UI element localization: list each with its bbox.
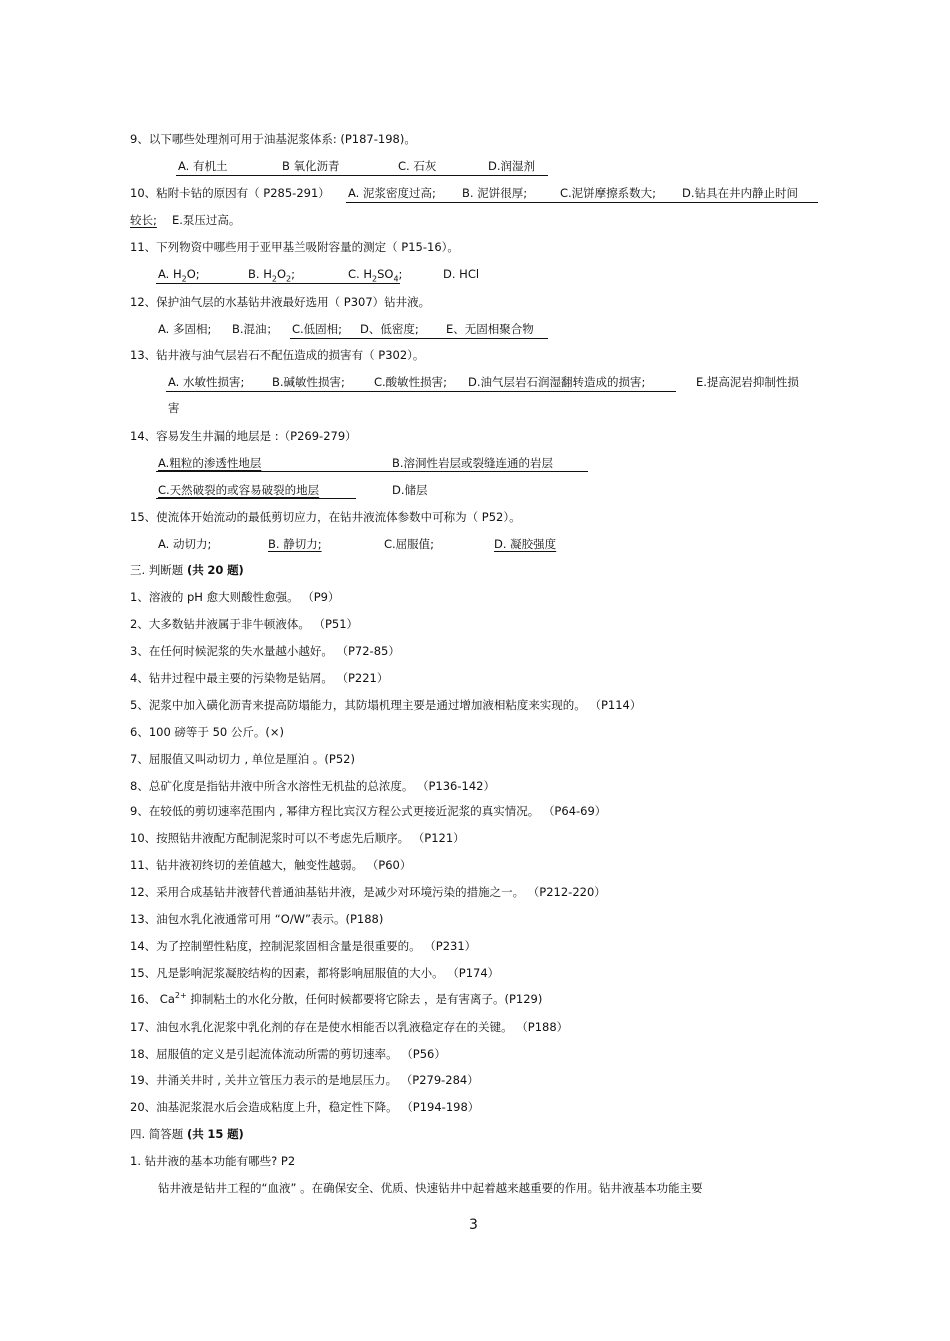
q9-answer-underline bbox=[176, 175, 548, 176]
q15-option-b: B. 静切力; bbox=[268, 537, 322, 551]
tf-item-11: 11、钻井液初终切的差值越大，触变性越弱。 （P60） bbox=[130, 858, 412, 872]
page-number: 3 bbox=[469, 1217, 478, 1233]
q11-option-d: D. HCl bbox=[443, 267, 480, 281]
q13-answer-underline bbox=[166, 391, 676, 392]
q12-option-e: E、无固相聚合物 bbox=[446, 322, 534, 336]
tf-item-15: 15、凡是影响泥浆凝胶结构的因素，都将影响屈服值的大小。 （P174） bbox=[130, 966, 500, 980]
q13-option-c: C.酸敏性损害; bbox=[374, 375, 448, 389]
tf-item-8: 8、总矿化度是指钻井液中所含水溶性无机盐的总浓度。 （P136-142） bbox=[130, 779, 495, 793]
q12-option-c: C.低固相; bbox=[292, 322, 343, 336]
tf-item-2: 2、大多数钻井液属于非牛顿液体。 （P51） bbox=[130, 617, 359, 631]
q9-option-d: D.润湿剂 bbox=[488, 159, 536, 173]
q14-option-a: A.粗粒的渗透性地层 bbox=[158, 456, 262, 470]
q10-text: 10、粘附卡钻的原因有（ P285-291） bbox=[130, 186, 330, 200]
tf-item-1: 1、溶液的 pH 愈大则酸性愈强。 （P9） bbox=[130, 590, 340, 604]
q14-answer-underline-2 bbox=[156, 498, 356, 499]
tf-item-3: 3、在任何时候泥浆的失水量越小越好。 （P72-85） bbox=[130, 644, 400, 658]
q10-option-d: D.钻具在井内静止时间 bbox=[682, 186, 799, 200]
q14-text: 14、容易发生井漏的地层是 :（P269-279） bbox=[130, 429, 357, 443]
tf-item-7: 7、屈服值又叫动切力 , 单位是厘泊 。(P52) bbox=[130, 752, 355, 766]
q10-option-b: B. 泥饼很厚; bbox=[462, 186, 528, 200]
q14-option-c: C.天然破裂的或容易破裂的地层 bbox=[158, 483, 320, 497]
q9-option-c: C. 石灰 bbox=[398, 159, 437, 173]
tf-item-16: 16、 $Ca^{2+}$ 抑制粘土的水化分散，任何时候都要将它除去 ，是有害离子。(P129) bbox=[130, 991, 543, 1006]
tf-item-5: 5、泥浆中加入磺化沥青来提高防塌能力，其防塌机理主要是通过增加液相粘度来实现的。 （P114） bbox=[130, 698, 642, 712]
q11-text: 11、下列物资中哪些用于亚甲基兰吸附容量的测定（ P15-16）。 bbox=[130, 240, 459, 254]
q11-option-b: B. $H_2O_2$; bbox=[248, 267, 295, 284]
q10-option-c: C.泥饼摩擦系数大; bbox=[560, 186, 657, 200]
tf-item-12: 12、采用合成基钻井液替代普通油基钻井液，是减少对环境污染的措施之一。 （P212-220） bbox=[130, 885, 606, 899]
section-4-heading: 四. 简答题 (共 15 题) bbox=[130, 1127, 244, 1141]
tf-item-19: 19、井涌关井时 , 关井立管压力表示的是地层压力。 （P279-284） bbox=[130, 1073, 479, 1087]
short-answer-1-answer: 钻井液是钻井工程的“血液” 。在确保安全、优质、快速钻井中起着越来越重要的作用。钻井液基本功能主要 bbox=[158, 1181, 703, 1195]
q14-option-b: B.溶洞性岩层或裂缝连通的岩层 bbox=[392, 456, 554, 470]
section-3-heading: 三. 判断题 (共 20 题) bbox=[130, 563, 244, 577]
tf-item-18: 18、屈服值的定义是引起流体流动所需的剪切速率。 （P56） bbox=[130, 1047, 446, 1061]
q15-option-d: D. 凝胶强度 bbox=[494, 537, 557, 551]
q13-option-d: D.油气层岩石润湿翻转造成的损害; bbox=[468, 375, 646, 389]
q15-option-a: A. 动切力; bbox=[158, 537, 212, 551]
q12-option-b: B.混油； bbox=[232, 322, 279, 336]
q10-option-d-cont: 较长; bbox=[130, 213, 157, 227]
tf-item-20: 20、油基泥浆混水后会造成粘度上升，稳定性下降。 （P194-198） bbox=[130, 1100, 480, 1114]
q9-option-a: A. 有机土 bbox=[178, 159, 228, 173]
q9-text: 9、以下哪些处理剂可用于油基泥浆体系: (P187-198)。 bbox=[130, 132, 416, 146]
q9-option-b: B 氧化沥青 bbox=[282, 159, 340, 173]
q13-option-a: A. 水敏性损害; bbox=[168, 375, 245, 389]
tf-item-9: 9、在较低的剪切速率范围内 , 幂律方程比宾汉方程公式更接近泥浆的真实情况。 （P64-69） bbox=[130, 804, 607, 818]
q11-option-a: A. $H_2O$; bbox=[158, 267, 200, 284]
q11-option-c: C. $H_2SO_4$; bbox=[348, 267, 403, 284]
q11-answer-underline bbox=[156, 283, 400, 284]
q12-text: 12、保护油气层的水基钻井液最好选用（ P307）钻井液。 bbox=[130, 295, 431, 309]
q12-answer-underline bbox=[290, 338, 548, 339]
tf-item-17: 17、油包水乳化泥浆中乳化剂的存在是使水相能否以乳液稳定存在的关键。 （P188） bbox=[130, 1020, 569, 1034]
q15-text: 15、使流体开始流动的最低剪切应力，在钻井液流体参数中可称为（ P52）。 bbox=[130, 510, 521, 524]
tf-item-13: 13、油包水乳化液通常可用 “O/W”表示。(P188) bbox=[130, 912, 384, 926]
q12-option-a: A. 多固相; bbox=[158, 322, 212, 336]
q14-option-d: D.储层 bbox=[392, 483, 428, 497]
q15-option-c: C.屈服值; bbox=[384, 537, 435, 551]
q13-option-e: E.提高泥岩抑制性损 bbox=[696, 375, 799, 389]
q14-answer-underline-1 bbox=[156, 471, 588, 472]
q10-answer-underline bbox=[346, 202, 818, 203]
tf-item-14: 14、为了控制塑性粘度，控制泥浆固相含量是很重要的。 （P231） bbox=[130, 939, 477, 953]
q10-option-e: E.泵压过高。 bbox=[172, 213, 241, 227]
q10-option-a: A. 泥浆密度过高; bbox=[348, 186, 436, 200]
q13-text: 13、钻井液与油气层岩石不配伍造成的损害有（ P302）。 bbox=[130, 348, 425, 362]
q13-option-b: B.碱敏性损害; bbox=[272, 375, 345, 389]
q13-option-e-cont: 害 bbox=[168, 401, 180, 415]
q12-option-d: D、低密度; bbox=[360, 322, 419, 336]
tf-item-10: 10、按照钻井液配方配制泥浆时可以不考虑先后顺序。 （P121） bbox=[130, 831, 465, 845]
tf-item-4: 4、钻井过程中最主要的污染物是钻屑。 （P221） bbox=[130, 671, 389, 685]
tf-item-6: 6、100 磅等于 50 公斤。(×) bbox=[130, 725, 284, 739]
short-answer-1-question: 1. 钻井液的基本功能有哪些? P2 bbox=[130, 1154, 296, 1168]
